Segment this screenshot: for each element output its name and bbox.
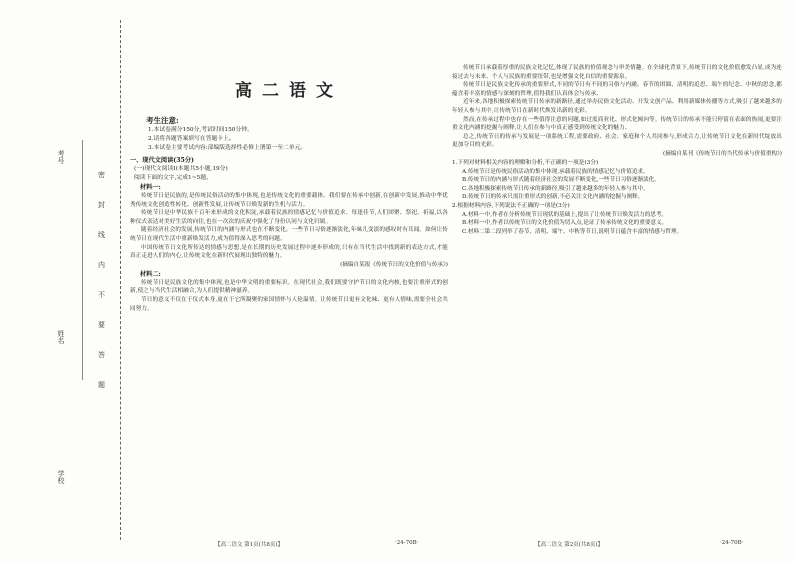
binding-label-name: 姓名 xyxy=(57,330,65,344)
seal-char: 线 xyxy=(98,231,105,239)
seal-line xyxy=(120,20,121,540)
seal-char: 不 xyxy=(98,291,105,299)
note-item: 3.本试卷主要考试内容:部编版选择性必修上册第一至二单元。 xyxy=(148,145,307,151)
note-item: 2.请将各题答案填写在答题卡上。 xyxy=(148,136,235,142)
paragraph: 传统节日是民族文化传承的重要形式,不同的节日有不同的习俗与内涵。春节的团圆、清明的追思、端午的纪念、中秋的思念,都蕴含着丰富的情感与深刻的哲理,值得我们认真体会与传承。 xyxy=(452,82,782,97)
footer-left: 【高二语文 第1页(共8页)】 xyxy=(215,542,284,548)
question-option: A.材料一中,作者在分析传统节日现状的基础上,提出了让传统节日焕发活力的思考。 xyxy=(462,211,668,218)
instruction: 阅读下面的文字,完成1~5题。 xyxy=(134,175,212,181)
paragraph: 传统节日是民族文化的集中体现,也是中华文明的重要标识。在现代社会,我们既要守护节日的文化内核,也要注重形式的创新,使之与当代生活相融合,为人们提供精神滋养。 xyxy=(130,279,448,295)
seal-char: 内 xyxy=(98,261,105,269)
question-option: C.材料二第二段列举了春节、清明、端午、中秋等节日,说明节日蕴含丰富的情感与哲理。 xyxy=(462,228,683,235)
question-option: C.各地积极探索传统节日传承的新路径,吸引了越来越多的年轻人参与其中。 xyxy=(462,185,649,192)
paragraph: 然而,在传承过程中也存在一些值得注意的问题,如过度商业化、形式化倾向等。传统节日的传承不能只停留在表面的热闹,更要注重文化内涵的挖掘与阐释,让人们在参与中真正感受到传统文化的魅力。 xyxy=(452,116,782,132)
paragraph: 传统节日是中华民族千百年来形成的文化积淀,承载着民族的情感记忆与价值追求。每逢佳节,人们团聚、祭祀、祈福,以各种仪式表达对美好生活的向往,也在一次次的庆祝中强化了身份认同与文化归属。 xyxy=(130,210,448,225)
right-page xyxy=(452,64,782,236)
material-label: 材料一: xyxy=(140,184,161,191)
source-note: (摘编自某报《传统节日的文化价值与传承》) xyxy=(340,261,448,268)
binding-label-exam-number: 考号 xyxy=(57,150,65,164)
paragraph: 中国传统节日文化所传达的情感与思想,是在长期的历史发展过程中逐步形成的,只有在当代生活中找到新的表达方式,才能真正走进人们的内心,让传统文化在新时代展现出独特的魅力。 xyxy=(130,244,448,260)
section-heading: 一、现代文阅读(35分) xyxy=(130,157,194,164)
source-note: (摘编自某刊《传统节日的当代传承与价值重构》) xyxy=(662,150,782,157)
left-page xyxy=(130,60,448,313)
seal-char: 答 xyxy=(98,351,105,359)
paragraph: 节日的意义不仅在于仪式本身,更在于它所凝聚的家国情怀与人伦温情。让传统节日更有文化味、更有人情味,需要全社会共同努力。 xyxy=(130,296,448,312)
seal-char: 封 xyxy=(98,201,105,209)
paragraph: 总之,传统节日的传承与发展是一项系统工程,需要政府、社会、家庭和个人共同参与,形成合力,让传统节日文化在新时代绽放出更加夺目的光彩。 xyxy=(452,133,782,149)
paragraph: 随着经济社会的发展,传统节日的内涵与形式也在不断变化。一些节日习俗逐渐淡化,年味儿变淡的感叹时有耳闻。如何让传统节日在现代生活中重新焕发活力,成为值得深入思考的问题。 xyxy=(130,227,448,242)
question-option: B.传统节日的内涵与形式随着经济社会的发展不断变化,一些节日习俗逐渐淡化。 xyxy=(462,177,660,184)
seal-char: 题 xyxy=(98,381,105,389)
question: 1.下列对材料相关内容的理解和分析,不正确的一项是(3分) xyxy=(452,159,599,166)
question-option: A.传统节日是传统民俗活动的集中体现,承载着民族的情感记忆与价值追求。 xyxy=(462,168,649,175)
paragraph: 近年来,各地积极探索传统节日传承的新路径,通过举办民俗文化活动、开发文创产品、利用新媒体传播等方式,吸引了越来越多的年轻人参与其中,让传统节日在新时代焕发出新的光彩。 xyxy=(452,99,782,114)
paragraph: 传统节日是民族的,是传统民俗活动的集中体现,也是传统文化的重要载体。我们要在传承中创新,在创新中发展,推动中华优秀传统文化创造性转化、创新性发展,让传统节日焕发新的生机与活力。 xyxy=(130,193,448,208)
material-label: 材料二: xyxy=(140,270,161,278)
footer-right: 【高二语文 第2页(共8页)】 xyxy=(535,542,604,548)
question-option: B.材料一中,作者以传统节日的文化价值为切入点,论证了传承传统文化的重要意义。 xyxy=(462,220,668,227)
footer-left-code: ·24-70B· xyxy=(395,540,419,546)
question-option: D.传统节日的传承只需注重形式的创新,不必关注文化内涵的挖掘与阐释。 xyxy=(462,194,644,201)
binding-label-school: 学校 xyxy=(57,470,65,484)
paragraph: 传统节日承载着厚重的民族文化记忆,体现了民族的价值观念与审美情趣。在全球化背景下,传统节日的文化价值愈发凸显,成为连接过去与未来、个人与民族的重要纽带,也是增强文化自信的重要源泉。 xyxy=(452,65,782,80)
subsection-heading: (一)现代文阅读Ⅰ(本题共5小题,19分) xyxy=(134,166,228,172)
seal-char: 要 xyxy=(98,321,105,329)
binding-strip xyxy=(0,0,125,562)
page-title: 高二语文 xyxy=(235,81,343,101)
notes-title: 考生注意: xyxy=(146,116,179,125)
binding-rule xyxy=(82,140,83,380)
question: 2.根据材料内容,下列说法不正确的一项是(3分) xyxy=(452,202,570,209)
seal-char: 密 xyxy=(98,171,105,179)
footer-right-code: ·24-70B· xyxy=(720,540,744,546)
note-item: 1.本试卷满分150分,考试时间150分钟。 xyxy=(148,127,253,133)
